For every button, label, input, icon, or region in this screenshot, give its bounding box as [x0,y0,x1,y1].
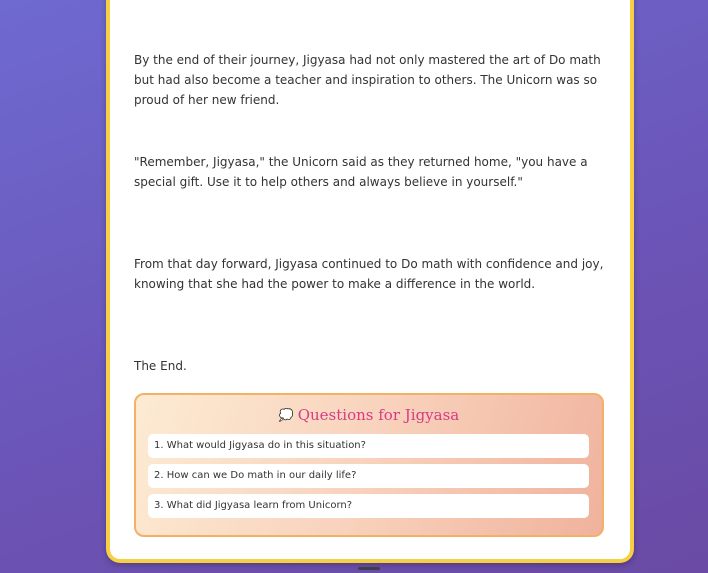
scroll-handle[interactable] [358,567,380,570]
questions-panel [134,393,604,537]
story-ending: The End. [134,359,187,373]
story-paragraph: From that day forward, Jigyasa continued to Do math with confidence and joy, knowing that she had the power to make a difference in the world. [134,257,604,291]
thought-bubble-icon: 💭 [278,408,294,422]
story-paragraph: "Remember, Jigyasa," the Unicorn said as they returned home, "you have a special gift. Use it to help others and always believe in yourself." [134,155,588,189]
question-item: 3. What did Jigyasa learn from Unicorn? [148,494,589,518]
question-item: 1. What would Jigyasa do in this situation? [148,434,589,458]
questions-heading [136,406,602,424]
questions-title: Questions for Jigyasa [297,406,460,424]
question-item: 2. How can we Do math in our daily life? [148,464,589,488]
story-paragraph: By the end of their journey, Jigyasa had not only mastered the art of Do math but had also become a teacher and inspiration to others. The Unicorn was so proud of her new friend. [134,53,601,107]
story-card [106,0,634,563]
